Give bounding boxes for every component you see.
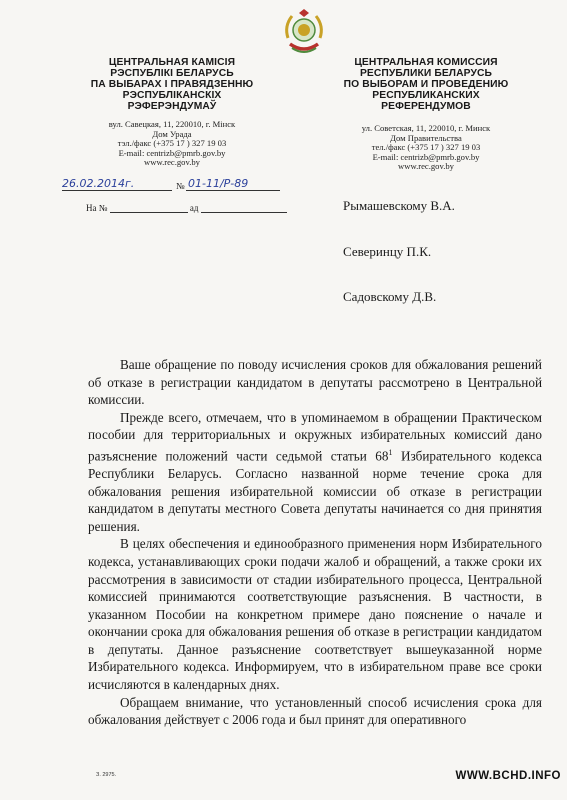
website-line: www.rec.gov.by: [144, 157, 200, 168]
org-line: ЦЕНТРАЛЬНАЯ КАМІСІЯ: [108, 57, 236, 68]
number-underline: [186, 190, 280, 191]
paragraph-text: Прежде всего, отмечаем, что в упоминаемом в обращении Практическом пособии для территориальных и окружных избирательных комиссий дано разъяснение положений части седьмой статьи 68: [88, 409, 542, 464]
registration-line: [62, 177, 282, 193]
org-name-ru: [326, 57, 526, 112]
phone-line: тэл./факс (+375 17 ) 327 19 03: [117, 138, 227, 149]
org-name-be: [76, 57, 268, 112]
handwritten-number: 01-11/Р-89: [188, 177, 249, 190]
handwritten-date: 26.02.2014г.: [62, 177, 135, 190]
ref-from-underline: [201, 204, 287, 213]
org-line: ПА ВЫБАРАХ І ПРАВЯДЗЕННЮ: [90, 79, 254, 90]
address-line: вул. Савецкая, 11, 220010, г. Мінск: [108, 119, 236, 129]
org-line: РЭФЕРЭНДУМАЎ: [127, 101, 217, 112]
org-line: РЕФЕРЕНДУМОВ: [381, 101, 471, 112]
address-line: ул. Советская, 11, 220010, г. Минск: [361, 123, 491, 133]
belarus-emblem-icon: [282, 8, 326, 56]
org-line: ПО ВЫБОРАМ И ПРОВЕДЕНИЮ: [343, 79, 509, 90]
date-underline: [62, 190, 172, 191]
watermark: WWW.BCHD.INFO: [455, 770, 561, 782]
address-be: [76, 120, 268, 168]
org-line: ЦЕНТРАЛЬНАЯ КОМИССИЯ: [354, 57, 498, 68]
paragraph: В целях обеспечения и единообразного применения норм Избирательного кодекса, устанавливающих сроки подачи жалоб и обращений, а также сроки их рассмотрения в зависимости от стадии избирательного процесса, Центральной комиссией принимаются соответствующие разъяснения. В частности, в указанном Пособии на конкретном примере дано пояснение о начале и окончании срока для обжалования решения об отказе в регистрации кандидатом в депутаты. Данное разъяснение соответствует вышеуказанной норме Избирательного кодекса. Информируем, что в избирательном праве все сроки исчисляются в календарных днях.: [88, 536, 542, 693]
letter-body: [88, 356, 542, 729]
addressee: Северинцу П.К.: [343, 244, 432, 259]
addressee: Садовскому Д.В.: [343, 289, 437, 304]
superscript: 1: [388, 447, 393, 457]
addressee: Рымашевскому В.А.: [343, 198, 455, 213]
print-code: З. 2975.: [96, 772, 117, 778]
org-line: РЕСПУБЛИКИ БЕЛАРУСЬ: [359, 68, 493, 79]
address-line: Дом Правительства: [390, 132, 462, 143]
website-line: www.rec.gov.by: [398, 161, 454, 172]
address-ru: [326, 124, 526, 172]
phone-line: тел./факс (+375 17 ) 327 19 03: [371, 142, 481, 153]
paragraph-text: Избирательного кодекса Республики Беларусь. Согласно названной норме течение срока для обжалования решения избирательной комиссии об отказе в регистрации кандидатом в депутаты местного Совета депутаты начинается со дня принятия решения.: [88, 448, 542, 534]
email-line: E-mail: centrizb@pmrb.gov.by: [118, 147, 226, 158]
ref-no-label: На №: [86, 203, 108, 213]
ref-from-label: ад: [189, 203, 199, 213]
reference-line: [86, 203, 287, 213]
paragraph: [88, 409, 542, 536]
header-left: [76, 57, 268, 168]
paragraph: Обращаем внимание, что установленный способ исчисления срока для обжалования действует с 2006 года и был принят для оперативного: [88, 694, 542, 728]
header-right: [326, 57, 526, 172]
email-line: E-mail: centrizb@pmrb.gov.by: [372, 151, 480, 162]
number-label: №: [176, 181, 185, 191]
address-line: Дом Урада: [152, 128, 192, 139]
org-line: РЭСПУБЛІКІ БЕЛАРУСЬ: [110, 68, 234, 79]
ref-no-underline: [110, 204, 188, 213]
org-line: РЕСПУБЛИКАНСКИХ: [372, 90, 480, 101]
paragraph: Ваше обращение по поводу исчисления сроков для обжалования решений об отказе в регистрации кандидатом в депутаты рассмотрено в Центральной комиссии.: [88, 357, 542, 408]
org-line: РЭСПУБЛІКАНСКІХ: [122, 90, 222, 101]
